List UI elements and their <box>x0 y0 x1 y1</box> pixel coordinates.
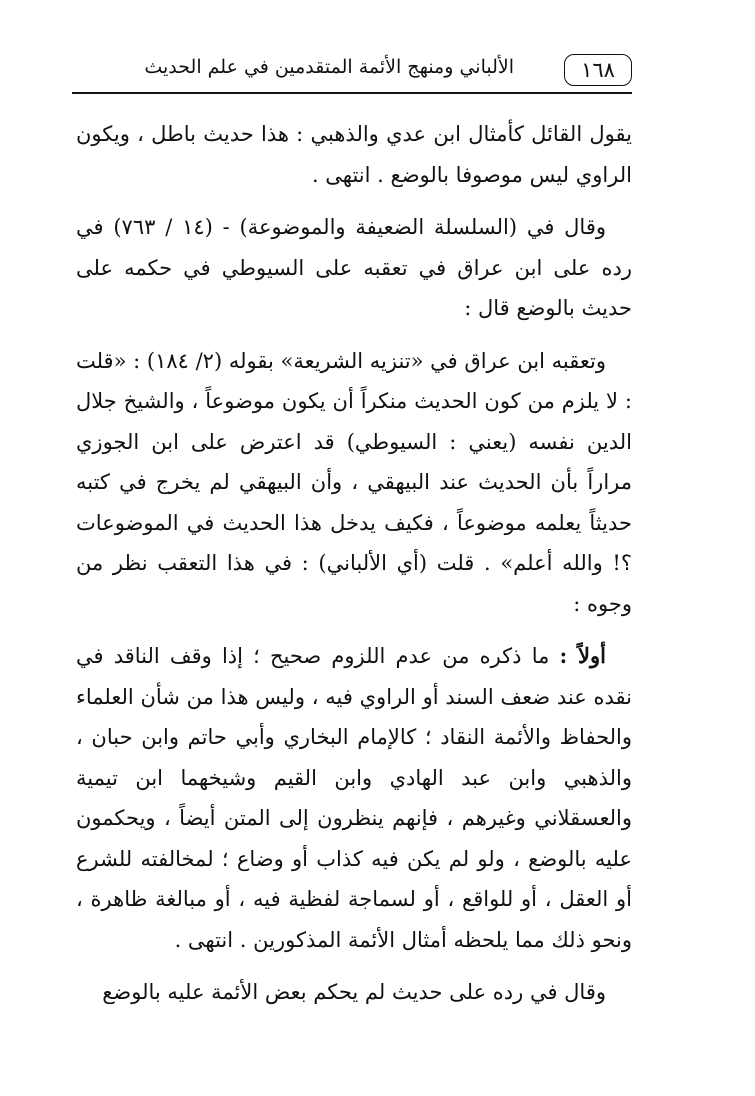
running-title: الألباني ومنهج الأئمة المتقدمين في علم الحديث <box>144 56 514 78</box>
page-number: ١٦٨ <box>564 54 632 86</box>
paragraph-2: وقال في (السلسلة الضعيفة والموضوعة) - (١٤ / ٧٦٣) في رده على ابن عراق في تعقبه على السيوطي في حكمه على حديث بالوضع قال : <box>76 215 632 320</box>
paragraph-4 <box>76 636 632 960</box>
paragraph-1: يقول القائل كأمثال ابن عدي والذهبي : هذا حديث باطل ، ويكون الراوي ليس موصوفا بالوضع . انتهى . <box>76 122 632 187</box>
paragraph-4-text: ما ذكره من عدم اللزوم صحيح ؛ إذا وقف الناقد في نقده عند ضعف السند أو الراوي فيه ، وليس هذا من شأن العلماء والحفاظ والأئمة النقاد ؛ كالإمام البخاري وأبي حاتم وابن حبان ، والذهبي وابن عبد الهادي وابن القيم وشيخهما ابن تيمية والعسقلاني وغيرهم ، فإنهم ينظرون إلى المتن أيضاً ، ويحكمون عليه بالوضع ، ولو لم يكن فيه كذاب أو وضاع ؛ لمخالفته للشرع أو العقل ، أو للواقع ، أو لسماجة لفظية فيه ، أو مبالغة ظاهرة ، ونحو ذلك مما يلحظه أمثال الأئمة المذكورين . انتهى . <box>76 644 632 952</box>
paragraph-4-lead: أولاً : <box>559 643 606 668</box>
paragraph-3: وتعقبه ابن عراق في «تنزيه الشريعة» بقوله (٢/ ١٨٤) : «قلت : لا يلزم من كون الحديث منكراً أن يكون موضوعاً ، والشيخ جلال الدين نفسه (يعني : السيوطي) قد اعترض على ابن الجوزي مراراً بأن الحديث عند البيهقي ، وأن البيهقي لم يخرج في كتبه حديثاً يعلمه موضوعاً ، فكيف يدخل هذا الحديث في الموضوعات ؟! والله أعلم» . قلت (أي الألباني) : في هذا التعقب نظر من وجوه : <box>75 348 632 616</box>
paragraph-5: وقال في رده على حديث لم يحكم بعض الأئمة عليه بالوضع <box>102 980 606 1004</box>
page-body <box>76 114 632 1013</box>
header-divider <box>72 92 632 94</box>
page-header <box>72 50 632 94</box>
